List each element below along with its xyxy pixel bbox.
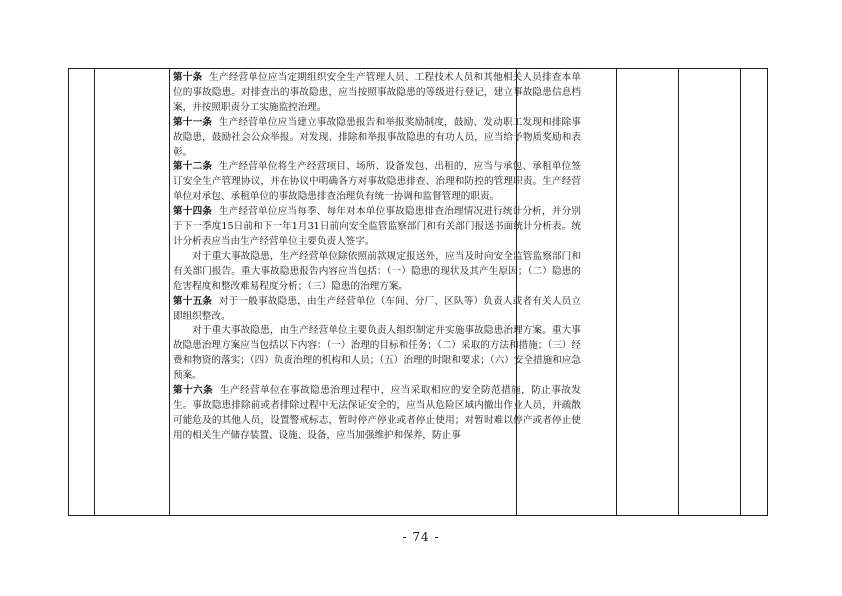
table-bottom-border — [69, 515, 767, 516]
article-text: 生产经营单位应当定期组织安全生产管理人员、工程技术人员和其他相关人员排查本单位的事故隐患。对排查出的事故隐患，应当按照事故隐患的等级进行登记，建立事故隐患信息档案，并按照职责分工实施监控治理。 — [173, 72, 582, 113]
article-text: 生产经营单位将生产经营项目、场所、设备发包、出租的，应当与承包、承租单位签订安全生产管理协议，并在协议中明确各方对事故隐患排查、治理和防控的管理职责。生产经营单位对承包、承租单位的事故隐患排查治理负有统一协调和监督管理的职责。 — [173, 161, 582, 203]
article-paragraph — [173, 384, 581, 444]
regulation-table — [68, 68, 768, 516]
continuation-paragraph — [173, 324, 581, 384]
article-number: 第十五条 — [173, 295, 213, 307]
article-paragraph — [173, 71, 581, 116]
article-paragraph — [173, 295, 581, 325]
article-number: 第十六条 — [173, 385, 214, 397]
article-text: 生产经营单位在事故隐患治理过程中，应当采取相应的安全防范措施，防止事故发生。事故隐患排除前或者排除过程中无法保证安全的，应当从危险区域内撤出作业人员，并疏散可能危及的其他人员，设置警戒标志，暂时停产停业或者停止使用；对暂时难以停产或者停止使用的相关生产储存装置、设施、设备，应当加强维护和保养，防止事 — [173, 385, 582, 441]
column-divider — [616, 68, 617, 516]
article-paragraph — [173, 160, 581, 205]
page-number: - 74 - — [402, 530, 440, 544]
article-number: 第十条 — [173, 72, 203, 83]
column-divider — [678, 68, 679, 516]
article-text: 生产经营单位应当建立事故隐患报告和举报奖励制度，鼓励、发动职工发现和排除事故隐患，鼓励社会公众举报。对发现、排除和举报事故隐患的有功人员，应当给予物质奖励和表彰。 — [173, 116, 582, 158]
article-text: 对于一般事故隐患，由生产经营单位（车间、分厂、区队等）负责人或者有关人员立即组织整改。 — [173, 295, 582, 322]
article-paragraph — [173, 205, 581, 250]
article-paragraph — [173, 116, 581, 161]
article-number: 第十四条 — [173, 206, 213, 218]
paragraph-text: 对于重大事故隐患，由生产经营单位主要负责人组织制定并实施事故隐患治理方案。重大事故隐患治理方案应当包括以下内容：（一）治理的目标和任务；（二）采取的方法和措施；（三）经费和物资的落实；（四）负责治理的机构和人员；（五）治理的时限和要求；（六）安全措施和应急预案。 — [173, 325, 581, 382]
continuation-paragraph — [173, 250, 581, 295]
article-number: 第十一条 — [173, 116, 213, 128]
article-text: 生产经营单位应当每季、每年对本单位事故隐患排查治理情况进行统计分析，并分别于下一季度15日前和下一年1月31日前向安全监管监察部门和有关部门报送书面统计分析表。统计分析表应当由生产经营单位主要负责人签字。 — [173, 206, 582, 247]
column-divider — [169, 68, 170, 516]
column-divider — [740, 68, 741, 516]
paragraph-text: 对于重大事故隐患，生产经营单位除依照前款规定报送外，应当及时向安全监管监察部门和有关部门报告。重大事故隐患报告内容应当包括：（一）隐患的现状及其产生原因；（二）隐患的危害程度和整改难易程度分析；（三）隐患的治理方案。 — [173, 250, 581, 292]
table-top-border — [69, 68, 767, 69]
article-number: 第十二条 — [173, 161, 213, 173]
column-divider — [94, 68, 95, 516]
regulation-text-cell — [173, 71, 581, 444]
